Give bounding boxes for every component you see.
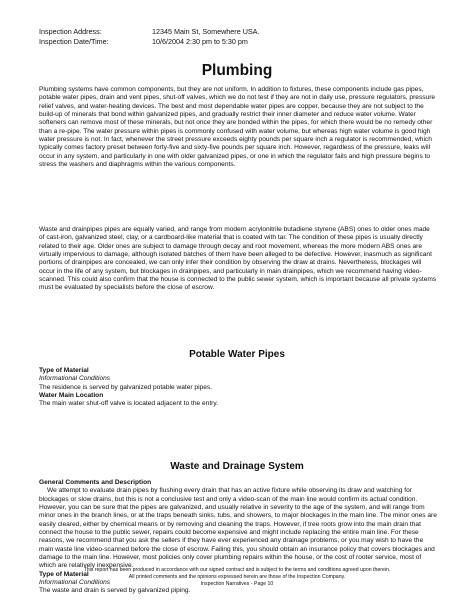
date-value: 10/6/2004 2:30 pm to 5:30 pm xyxy=(152,37,248,46)
date-label: Inspection Date/Time: xyxy=(39,37,109,46)
address-label: Inspection Address: xyxy=(39,27,102,36)
address-value: 12345 Main St, Somewhere USA. xyxy=(152,27,260,36)
water-main-label: Water Main Location xyxy=(39,392,104,400)
inspection-header xyxy=(39,27,259,47)
page-title: Plumbing xyxy=(201,62,273,79)
address-row xyxy=(39,27,259,37)
footer-contract-note: This report has been produced in accordance with our signed contract and is subject to the terms and conditions agreed upon therein. xyxy=(83,567,391,573)
footer-page-number: Inspection Narratives - Page 10 xyxy=(200,581,274,587)
potable-type-text: The residence is served by galvanized potable water pipes. xyxy=(39,383,213,391)
waste-type-subheading: Informational Conditions xyxy=(39,579,111,587)
waste-drainage-heading: Waste and Drainage System xyxy=(170,461,304,472)
page-footer xyxy=(0,567,474,588)
water-main-text: The main water shut-off valve is located adjacent to the entry. xyxy=(39,400,218,408)
potable-type-subheading: Informational Conditions xyxy=(39,375,111,383)
date-row xyxy=(39,37,259,47)
intro-paragraph: Plumbing systems have common components, but they are not uniform. In addition to fixtures, these components include gas pipes, potable water pipes, drain and vent pipes, shut-off valves, which we do not test if they are not in daily use, pressure regulators, pressure relief valves, and water-heating devices. The best and most dependable water pipes are copper, because they are not subject to the build-up of minerals that bond within galvanized pipes, and gradually restrict their inner diameter and reduce water volume. Water softeners can remove most of these minerals, but not once they are bonded within the pipes, for which there would be no remedy other than a re-pipe. The water pressure within pipes is commonly confused with water volume, but whereas high water volume is good high water pressure is not. In fact, whenever the street pressure exceeds eighty pounds per square inch a regulator is recommended, which typically comes factory preset between forty-five and sixty-five pounds per square inch. However, regardless of the pressure, leaks will occur in any system, and particularly in one with older galvanized pipes, or one in which the regulator fails and high pressure begins to stress the washers and diaphragms within the various components. xyxy=(39,86,436,169)
waste-intro-paragraph: Waste and drainpipes pipes are equally varied, and range from modern acrylonitrile butadiene styrene (ABS) ones to older ones made of cast-iron, galvanized steel, clay, or a cardboard-like material that is coated with tar. The condition of these pipes is usually directly related to their age. Older ones are subject to damage through decay and root movement, whereas the more modern ABS ones are virtually impervious to damage, although isolated batches of them have been alleged to be defective. However, inasmuch as significant portions of drainpipes are concealed, we can only infer their condition by observing the draw at drains. Nevertheless, blockages will occur in the life of any system, but blockages in drainpipes, and particularly in main drainpipes, which we recommend having video-scanned. This could also confirm that the house is connected to the public sewer system, which is important because all private systems must be evaluated by specialists before the close of escrow. xyxy=(39,226,437,292)
footer-opinions-note: All printed comments and the opinions expressed herein are those of the Inspection Company. xyxy=(128,574,346,580)
potable-water-section xyxy=(39,367,437,409)
general-comments-label: General Comments and Description xyxy=(39,479,152,486)
waste-type-label: Type of Material xyxy=(39,570,89,578)
general-comments-text: We attempt to evaluate drain pipes by flushing every drain that has an active fixture while observing its draw and watching for blockages or slow drains, but this is not a conclusive test and only a video-scan of the main line would confirm its actual condition. However, you can be sure that the pipes are galvanized, and usually relative in severity to the age of the system, and will range from minor ones in the branch lines, or at the traps beneath sinks, tubs, and showers, to major blockages in the main line. The minor ones are easily cleared, either by chemical means or by removing and cleaning the traps. However, if tree roots grow into the main drain that connect the house to the public sewer, repairs could become expensive and might include replacing the entire main line. For these reasons, we recommend that you ask the sellers if they have ever experienced any drainage problems, or you may wish to have the main waste line video-scanned before the close of escrow. Failing this, you should obtain an insurance policy that covers blockages and damage to the main line. However, most policies only cover plumbing repairs within the house, or the cost of rooter service, most of which are relatively inexpensive. xyxy=(39,487,437,570)
waste-type-text: The waste and drain is served by galvanized piping. xyxy=(39,587,191,595)
potable-type-label: Type of Material xyxy=(39,367,89,374)
potable-water-heading: Potable Water Pipes xyxy=(189,349,285,360)
